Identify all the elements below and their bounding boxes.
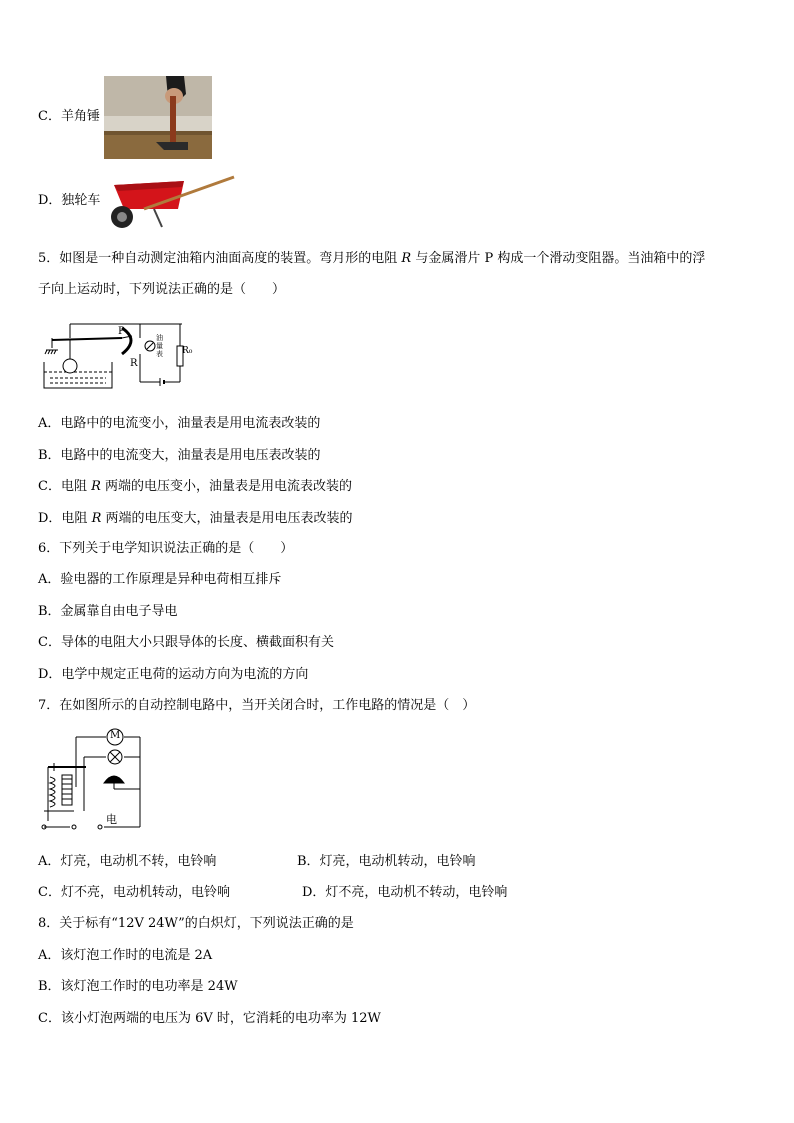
q5-stem-line2: 子向上运动时，下列说法正确的是（ ） [38, 282, 286, 297]
q5-stem-r: R [401, 251, 412, 266]
q6-option-b: B．金属靠自由电子导电 [38, 604, 178, 619]
label-p: P [118, 326, 125, 337]
q5-stem-part1: 5．如图是一种自动测定油箱内油面高度的装置。弯月形的电阻 [38, 251, 402, 266]
claw-hammer-photo [104, 76, 212, 159]
q6-option-a: A．验电器的工作原理是异种电荷相互排斥 [38, 572, 282, 587]
q5-option-c [38, 478, 352, 496]
q5-option-c-part1: C．电阻 [38, 479, 92, 494]
q6-option-d: D．电学中规定正电荷的运动方向为电流的方向 [38, 667, 309, 682]
label-power: 电 [106, 813, 117, 826]
q7-option-a: A．灯亮，电动机不转，电铃响 [38, 854, 217, 869]
q7-option-c: C．灯不亮，电动机转动，电铃响 [38, 885, 230, 900]
q5-option-c-r: R [91, 479, 101, 494]
q5-option-b: B．电路中的电流变大，油量表是用电压表改装的 [38, 448, 321, 463]
q5-option-a: A．电路中的电流变小，油量表是用电流表改装的 [38, 416, 321, 431]
q8-option-b: B．该灯泡工作时的电功率是 24W [38, 979, 238, 994]
q6-option-c: C．导体的电阻大小只跟导体的长度、横截面积有关 [38, 635, 334, 650]
label-motor: M [110, 730, 121, 741]
q7-option-b: B．灯亮，电动机转动，电铃响 [297, 854, 476, 869]
wheelbarrow-photo [104, 167, 239, 233]
q8-option-c: C．该小灯泡两端的电压为 6V 时，它消耗的电功率为 12W [38, 1011, 381, 1026]
q7-stem: 7．在如图所示的自动控制电路中，当开关闭合时，工作电路的情况是（ ） [38, 698, 476, 713]
q5-stem-part2: 与金属滑片 P 构成一个滑动变阻器。当油箱中的浮 [411, 251, 706, 266]
label-oil-meter: 油量表 [156, 334, 163, 358]
q5-option-d-part2: 两端的电压变大，油量表是用电压表改装的 [101, 511, 353, 526]
option-d-label: D．独轮车 [38, 193, 101, 208]
q5-option-d-part1: D．电阻 [38, 511, 92, 526]
q5-option-c-part2: 两端的电压变小，油量表是用电流表改装的 [100, 479, 353, 494]
oil-gauge-diagram [40, 316, 193, 392]
q5-option-d [38, 510, 353, 528]
q8-stem: 8．关于标有“12V 24W”的白炽灯，下列说法正确的是 [38, 916, 354, 931]
label-r0: R₀ [182, 346, 193, 356]
relay-circuit-diagram [40, 727, 146, 833]
q8-option-a: A．该灯泡工作时的电流是 2A [38, 948, 213, 963]
q5-option-d-r: R [91, 511, 102, 526]
q7-option-d: D．灯不亮，电动机不转动，电铃响 [302, 885, 508, 900]
option-c-label: C．羊角锤 [38, 109, 100, 124]
q6-stem: 6．下列关于电学知识说法正确的是（ ） [38, 541, 294, 556]
q5-stem-line1 [38, 250, 705, 268]
label-r: R [130, 358, 138, 369]
